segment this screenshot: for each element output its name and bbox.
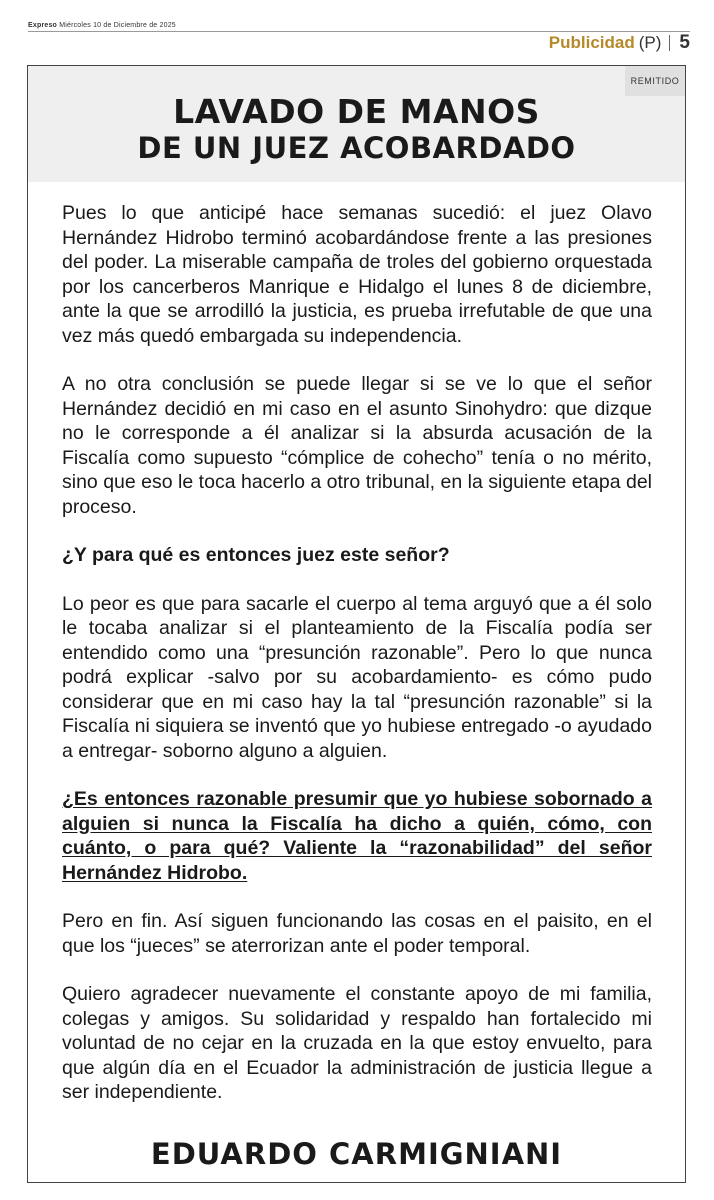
paragraph: A no otra conclusión se puede llegar si se ve lo que el señor Hernández decidió en mi caso en el asunto Sinohydro: que dizque no le corresponde a él analizar si la absurda acusación de la Fiscalía como supuesto “cómplice de cohecho” tenía o no mérito, sino que eso le toca hacerlo a otro tribunal, en la siguiente etapa del proceso.: [62, 373, 652, 518]
title-line-2: DE UN JUEZ ACOBARDADO: [137, 131, 576, 165]
paragraph: Quiero agradecer nuevamente el constante apoyo de mi familia, colegas y amigos. Su solidaridad y respaldo han fortalecido mi voluntad de no cejar en la cruzada en la que estoy envuelto, para que algún día en el Ecuador la administración de justicia llegue a ser independiente.: [62, 983, 652, 1103]
paragraph: Pero en fin. Así siguen funcionando las cosas en el paisito, en el que los “jueces” se aterrorizan ante el poder temporal.: [62, 910, 652, 957]
signature: EDUARDO CARMIGNIANI: [150, 1137, 563, 1171]
section-code: (P): [638, 33, 662, 52]
masthead-date: Miércoles 10 de Diciembre de 2025: [59, 22, 176, 29]
question-paragraph: ¿Y para qué es entonces juez este señor?: [62, 544, 450, 566]
page-number: 5: [679, 32, 690, 53]
section-header: [549, 32, 690, 54]
notice-body: [62, 201, 652, 1129]
paragraph: Pues lo que anticipé hace semanas sucedió: el juez Olavo Hernández Hidrobo terminó acobardándose frente a las presiones del poder. La miserable campaña de troles del gobierno orquestada por los cancerberos Manrique e Hidalgo el lunes 8 de diciembre, ante la que se arrodilló la justicia, es prueba irrefutable de que una vez más quedó embargada su independencia.: [62, 202, 652, 347]
section-divider: [669, 35, 670, 51]
newspaper-masthead: [28, 22, 176, 29]
paragraph: Lo peor es que para sacarle el cuerpo al tema arguyó que a él solo le tocaba analizar si el planteamiento de la Fiscalía podía ser entendido como una “presunción razonable”. Pero lo que nunca podrá explicar -salvo por su acobardamiento- es cómo pudo considerar que en mi caso hay la tal “presunción razonable” si la Fiscalía ni siquiera se inventó que yo hubiese entregado -o ayudado a entregar- soborno alguno a alguien.: [62, 592, 652, 762]
section-label: Publicidad: [548, 33, 635, 52]
remitido-tag: REMITIDO: [625, 66, 685, 96]
emphasis-paragraph: ¿Es entonces razonable presumir que yo hubiese sobornado a alguien si nunca la Fiscalía ha dicho a quién, cómo, con cuánto, o para qué? Valiente la “razonabilidad” del señor Hernández Hidrobo.: [62, 788, 652, 884]
title-line-1: LAVADO DE MANOS: [173, 92, 540, 131]
notice-header: [28, 66, 685, 182]
paid-notice: [27, 65, 686, 1183]
notice-title: [28, 94, 685, 166]
masthead-brand: Expreso: [28, 22, 58, 29]
